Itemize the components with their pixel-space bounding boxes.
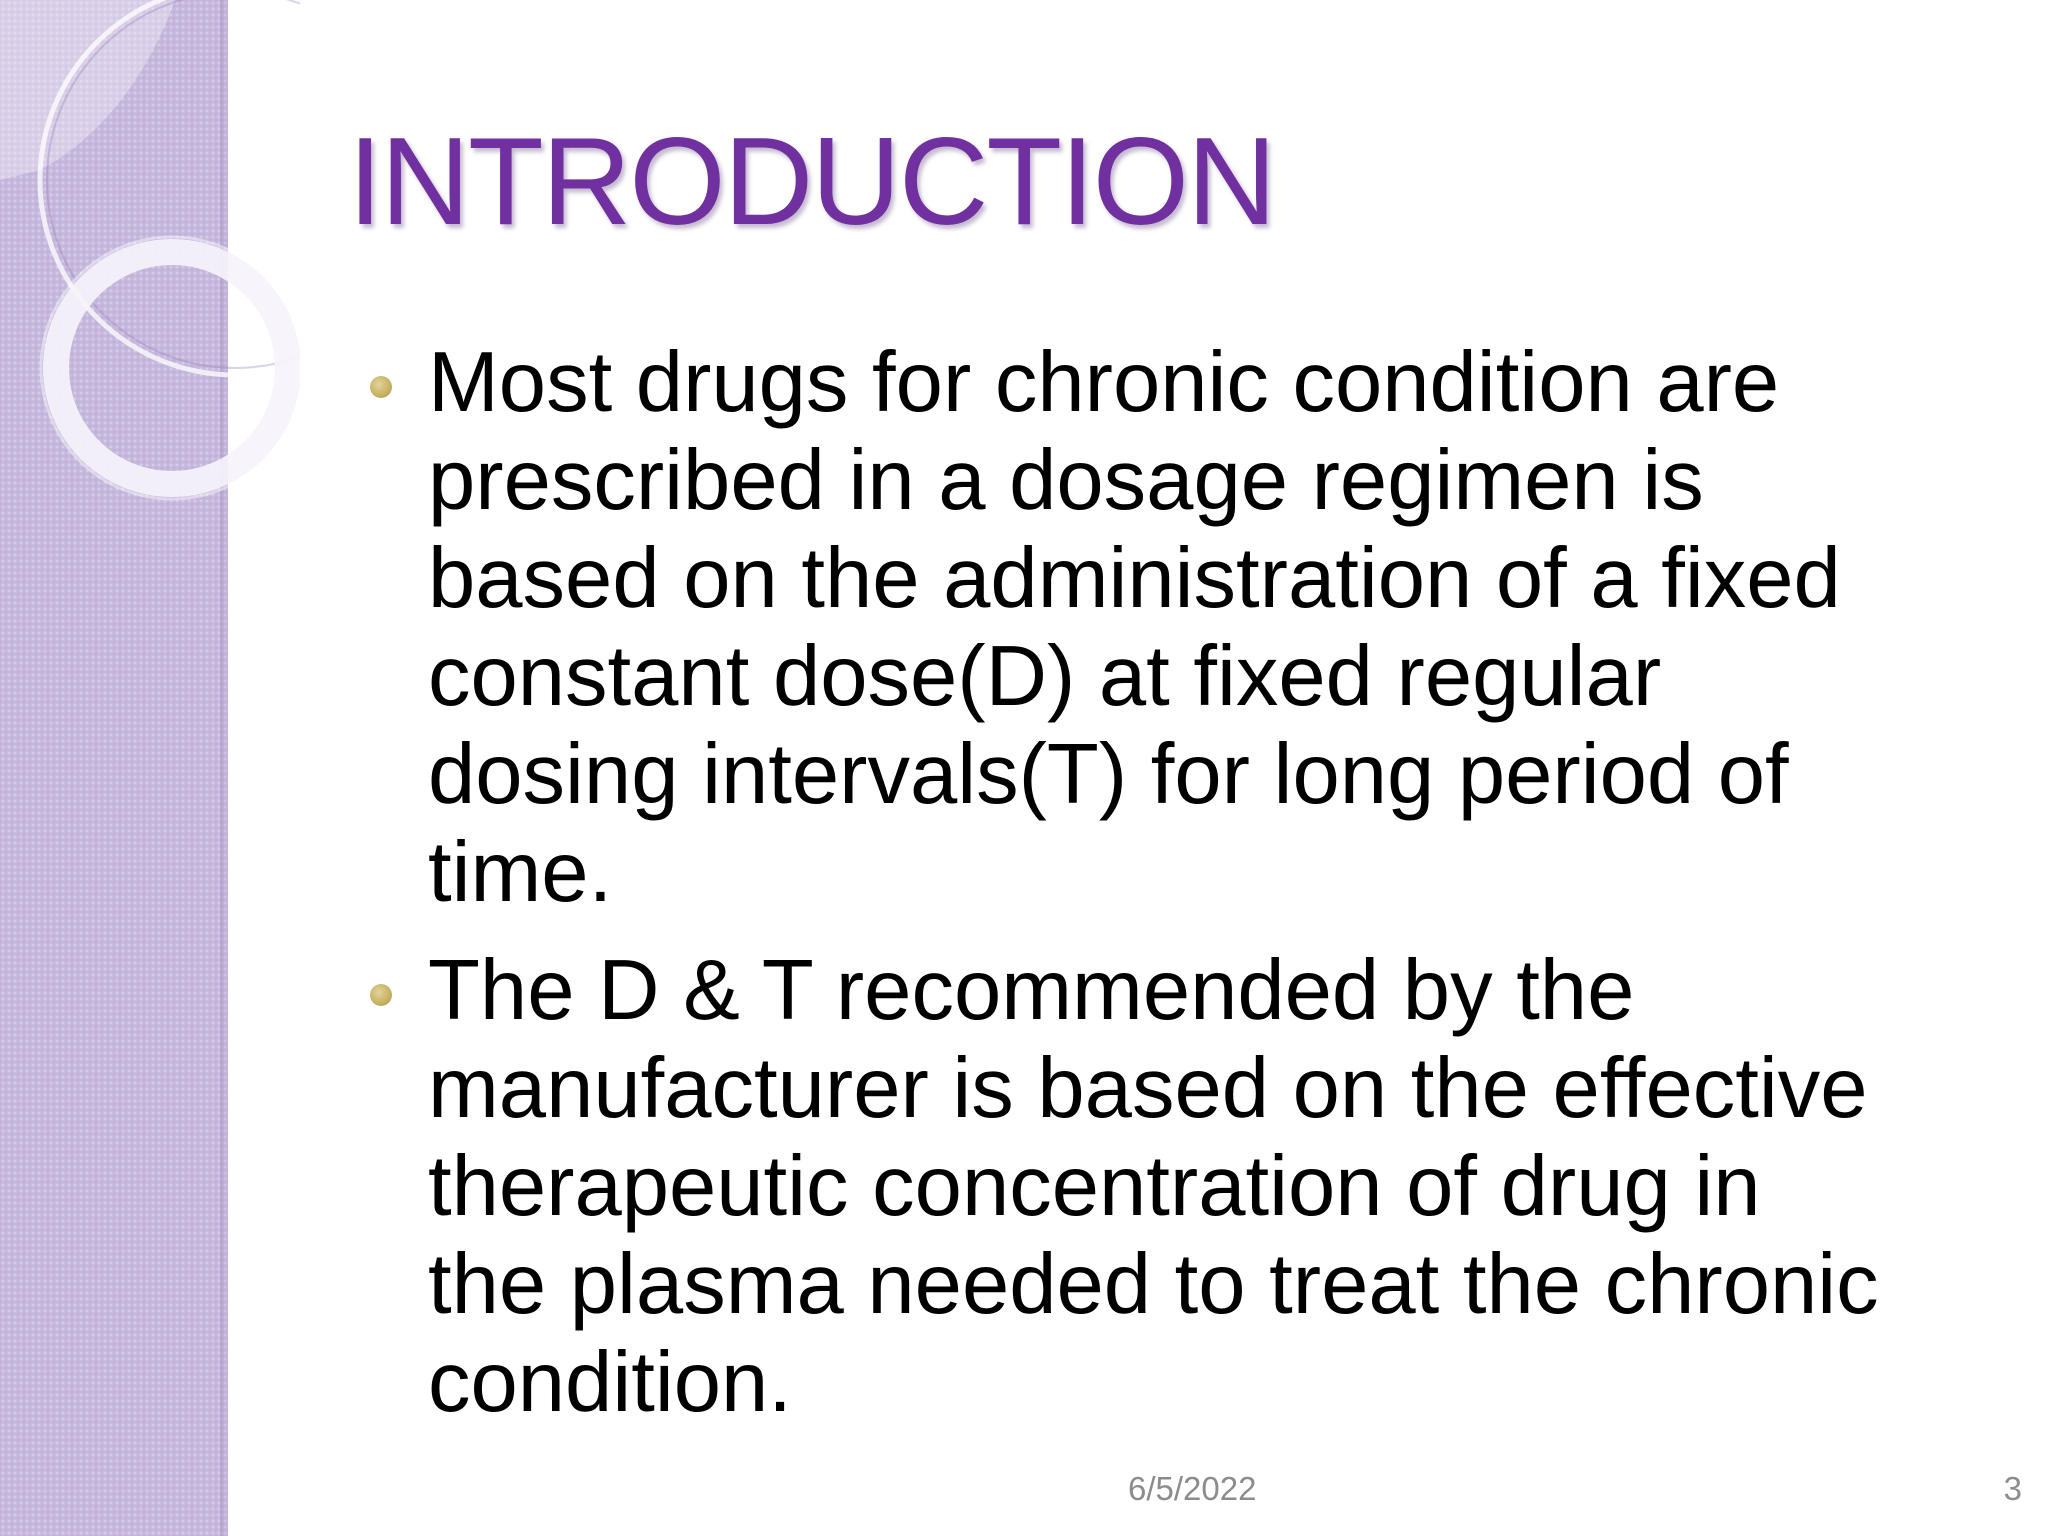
slide-title: INTRODUCTION	[348, 113, 1275, 251]
decorative-rings-graphic	[0, 0, 300, 520]
gold-circle-bullet-icon	[370, 984, 392, 1006]
slide-number: 3	[2003, 1470, 2022, 1507]
bullet-text: The D & T recommended by the manufacturer is based on the effective therapeutic concentration of drug in the plasma needed to treat the chronic condition.	[428, 943, 1879, 1430]
bullet-item	[360, 942, 2000, 1432]
footer-date: 6/5/2022	[1128, 1470, 1257, 1507]
bullet-list	[360, 334, 2000, 1452]
bullet-item	[360, 334, 2000, 922]
bullet-text: Most drugs for chronic condition are prescribed in a dosage regimen is based on the administration of a fixed constant dose(D) at fixed regular dosing intervals(T) for long period of time.	[428, 335, 1841, 920]
gold-circle-bullet-icon	[370, 376, 392, 398]
